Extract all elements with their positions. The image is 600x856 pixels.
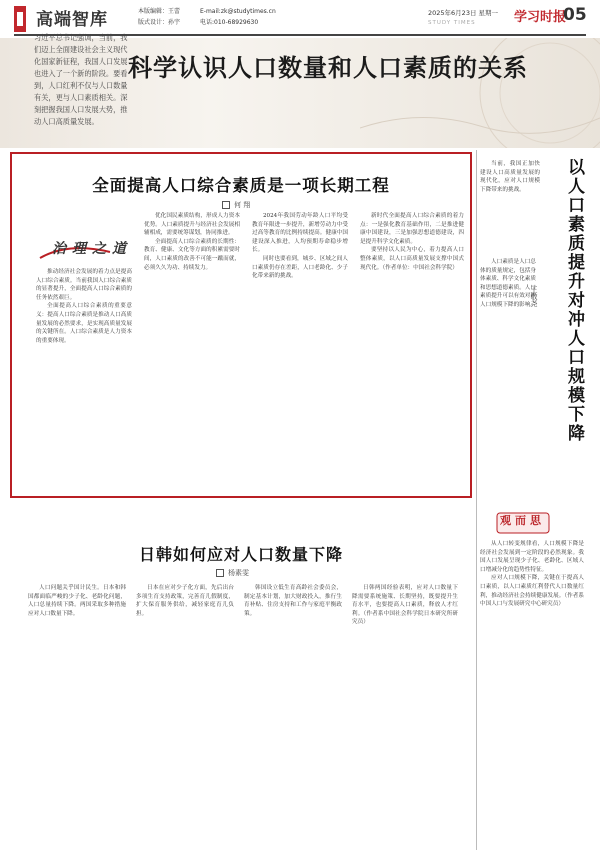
article-column — [252, 212, 348, 488]
column-divider — [476, 150, 477, 850]
paragraph: 从人口转变规律看，人口规模下降是经济社会发展到一定阶段的必然现象。我国人口发展呈现少子化、老龄化、区域人口增减分化的趋势性特征。 — [480, 541, 584, 573]
byline-square-icon — [216, 569, 224, 577]
article-column — [352, 584, 458, 844]
author-name: 王敬尧 — [530, 286, 538, 307]
article-byline — [216, 568, 249, 578]
side-column — [480, 258, 536, 510]
banner-title: 科学认识人口数量和人口素质的关系 — [128, 54, 528, 82]
paragraph: 日韩两国经验表明，应对人口数量下降需要系统施策、长期坚持，既要提升生育水平，也要提高人口素质，释放人才红利。（作者系中国社会科学院日本研究所研究员） — [352, 585, 458, 626]
page-number: 05 — [563, 5, 587, 25]
paragraph: 全面提高人口综合素质的重要意义：提高人口综合素质是推动人口高质量发展的必然要求，是实现高质量发展的关键所在。人口综合素质是人力资本的重要体现。 — [36, 303, 132, 344]
paragraph: 要坚持以人民为中心，着力提高人口整体素质，以人口高质量发展支撑中国式现代化。（作者单位：中国社会科学院） — [360, 247, 464, 271]
article-title: 全面提高人口综合素质是一项长期工程 — [92, 176, 390, 195]
designer-line: 版式设计：孙宇 — [138, 19, 181, 26]
paragraph: 应对人口规模下降，关键在于提高人口素质，以人口素质红利替代人口数量红利，推动经济社会持续健康发展。（作者系中国人口与发展研究中心研究员） — [480, 575, 584, 608]
section-marker-icon — [14, 6, 26, 32]
side-intro — [480, 160, 540, 194]
side-column — [480, 540, 584, 840]
paragraph: 推动经济社会发展的着力点是提高人口综合素质。当前我国人口综合素质的显著提升，全面提高人口综合素质的任务依然艰巨。 — [36, 269, 132, 301]
byline-square-icon — [222, 201, 230, 209]
paragraph: 优化国民素质结构，形成人力资本优势。人口素质提升与经济社会发展相辅相成，需要统筹谋划，协同推进。 — [144, 213, 240, 237]
section-title: 高端智库 — [36, 10, 108, 30]
article-column — [244, 584, 342, 844]
article-column — [136, 584, 234, 844]
phone-line: 电话:010-68929630 — [200, 19, 259, 26]
paragraph: 韩国设立低生育高龄社会委员会，制定基本计划，加大财政投入，推行生育补贴、住房支持和工作与家庭平衡政策。 — [244, 585, 342, 617]
paragraph: 日本在应对少子化方面，先后出台多项生育支持政策，完善育儿假制度，扩大保育服务供给，减轻家庭育儿负担。 — [136, 585, 234, 617]
article-byline — [222, 200, 250, 210]
article-column — [360, 212, 464, 488]
article-column — [144, 212, 240, 488]
side-stamp: 观而思 — [500, 514, 545, 527]
author-name: 杨素雯 — [228, 569, 249, 577]
editor-info — [138, 6, 180, 28]
side-article-title: 以人口素质提升对冲人口规模下降 — [564, 158, 584, 443]
paragraph: 同时也要看到，城乡、区域之间人口素质仍存在差距，人口老龄化、少子化带来新的挑战。 — [252, 255, 348, 280]
article-title: 日韩如何应对人口数量下降 — [138, 545, 343, 564]
article-column — [36, 268, 132, 488]
paragraph: 人口问题关乎国计民生。日本和韩国都面临严峻的少子化、老龄化问题，人口总量持续下降。两国采取多种措施应对人口数量下降。 — [28, 585, 126, 617]
author-name: 何 翔 — [234, 201, 251, 209]
paragraph: 2024年我国劳动年龄人口平均受教育年限进一步提升，新增劳动力中受过高等教育的比例持续提高。健康中国建设深入推进，人均预期寿命稳步增长。 — [252, 213, 348, 254]
issue-date: 2025年6月23日 星期一 — [428, 9, 499, 17]
newspaper-name: 学习时报 — [514, 10, 567, 25]
contact-info — [200, 6, 276, 28]
column-stamp: 治理之道 — [52, 241, 132, 257]
issue-subtitle: STUDY TIMES — [428, 20, 476, 26]
paragraph: 当前，我国正加快建设人口高质量发展的现代化，应对人口规模下降带来的挑战。 — [480, 161, 540, 193]
email-line: E-mail:zk@studytimes.cn — [200, 8, 276, 15]
paragraph: 全面提高人口综合素质的长期性：教育、健康、文化等方面的积累需要时间，人口素质的改善不可能一蹴而就，必须久久为功、持续发力。 — [144, 238, 240, 271]
article-column — [28, 584, 126, 844]
paragraph: 新时代全面提高人口综合素质的着力点：一是强化教育基础作用，二是推进健康中国建设，三是加强思想道德建设，四是提升科学文化素质。 — [360, 213, 464, 245]
editor-line: 本版编辑：王蕾 — [138, 8, 181, 15]
banner-intro: 习近平总书记强调，当前，我们迈上全面建设社会主义现代化国家新征程，我国人口发展也进入了一个新的阶段。要看到，人口红利不仅与人口数量有关，更与人口素质相关。深刻把握我国人口发展大势，推动人口高质量发展。 — [34, 33, 128, 126]
paragraph: 人口素质是人口总体的质量规定，包括身体素质、科学文化素质和思想道德素质。人口素质提升可以有效对冲人口规模下降的影响。 — [480, 259, 536, 308]
